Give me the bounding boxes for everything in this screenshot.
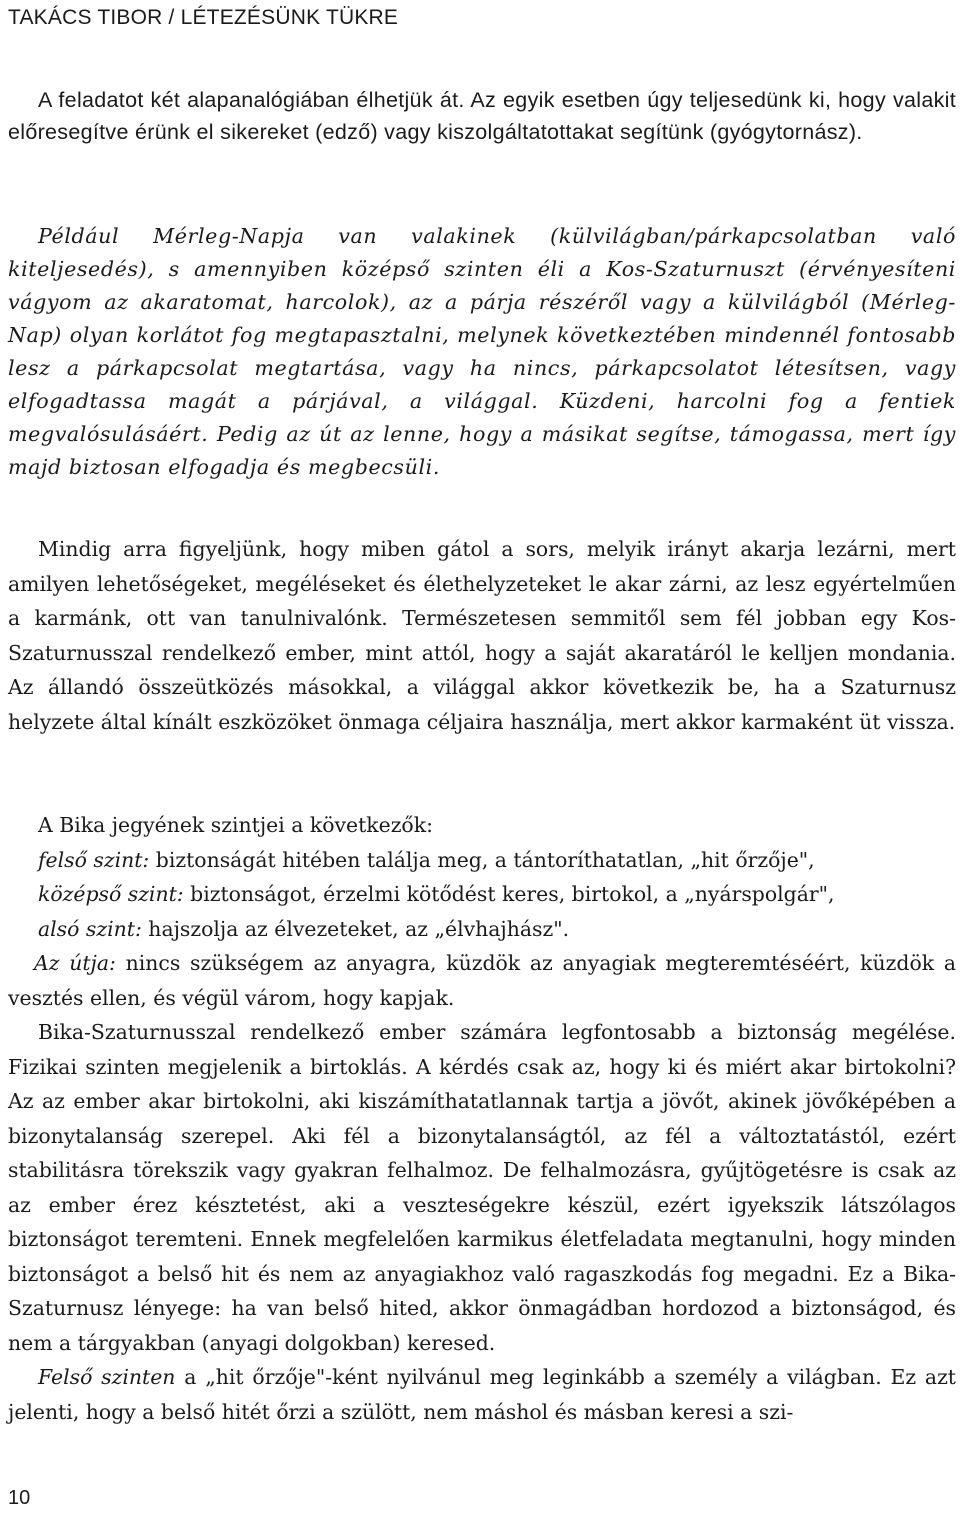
bika-level-upper bbox=[8, 843, 956, 878]
bika-level-upper-text: biztonságát hitében találja meg, a tántoríthatatlan, „hit őrzője", bbox=[149, 847, 815, 872]
paragraph-intro: A feladatot két alapanalógiában élhetjük át. Az egyik esetben úgy teljesedünk ki, hogy valakit előresegítve érünk el sikereket (edző) vagy kiszolgáltatottakat segítünk (gyógytornász). bbox=[8, 88, 956, 144]
bika-level-middle-label: középső szint: bbox=[38, 882, 184, 906]
page-number: 10 bbox=[8, 1487, 31, 1509]
paragraph-karma: Mindig arra figyeljünk, hogy miben gátol a sors, melyik irányt akarja lezárni, mert amilyen lehetőségeket, megéléseket és élethelyzeteket le akar zárni, az lesz egyértelműen a karmánk, ott van tanulnivalónk. Természetesen semmitől sem fél jobban egy Kos-Szaturnusszal rendelkező ember, mint attól, hogy a saját akaratáról le kelljen mondania. Az állandó összeütközés másokkal, a világgal akkor következik be, ha a Szaturnusz helyzete által kínált eszközöket önmaga céljaira használja, mert akkor karmaként üt vissza. bbox=[8, 537, 956, 734]
bika-path bbox=[8, 946, 956, 1015]
bika-closing-label: Felső szinten bbox=[38, 1365, 176, 1389]
bika-path-label: Az útja: bbox=[34, 951, 116, 975]
bika-level-lower-label: alsó szint: bbox=[38, 916, 142, 941]
bika-level-lower-text: hajszolja az élvezeteket, az „élvhajhász". bbox=[141, 916, 570, 941]
bika-section bbox=[8, 808, 956, 1429]
bika-closing-text: a „hit őrzője"-ként nyilvánul meg leginkább a személy a világban. Ez azt jelenti, hogy a belső hitét őrzi a szülött, nem máshol és másban keresi a szi- bbox=[8, 1365, 957, 1424]
bika-closing bbox=[8, 1360, 956, 1429]
bika-path-text: nincs szükségem az anyagra, küzdök az anyagiak megteremtéséért, küzdök a vesztés ellen, és végül várom, hogy kapjak. bbox=[8, 951, 956, 1010]
bika-intro: A Bika jegyének szintjei a következők: bbox=[38, 813, 433, 837]
bika-level-lower bbox=[8, 912, 956, 947]
bika-main-paragraph: Bika-Szaturnusszal rendelkező ember számára legfontosabb a biztonság megélése. Fizikai szinten megjelenik a birtoklás. A kérdés csak az, hogy ki és miért akar birtokolni? Az az ember akar birtokolni, aki kiszámíthatatlannak tartja a jövőt, akinek jövőképében a bizonytalanság szerepel. Aki fél a bizonytalanságtól, az fél a változtatástól, ezért stabilitásra törekszik vagy gyakran felhalmoz. De felhalmozásra, gyűjtögetésre is csak az az ember érez késztetést, aki a veszteségekre készül, ezért igyekszik látszólagos biztonságot teremteni. Ennek megfelelően karmikus életfeladata megtanulni, hogy minden biztonságot a belső hit és nem az anyagiakhoz való ragaszkodás fog megadni. Ez a Bika-Szaturnusz lényege: ha van belső hited, akkor önmagádban hordozod a biztonságod, és nem a tárgyakban (anyagi dolgokban) keresed. bbox=[8, 1020, 956, 1355]
bika-level-middle bbox=[8, 877, 956, 912]
running-head: TAKÁCS TIBOR / LÉTEZÉSÜNK TÜKRE bbox=[8, 6, 399, 29]
paragraph-example: Például Mérleg-Napja van valakinek (külvilágban/párkapcsolatban való kiteljesedés), s amennyiben középső szinten éli a Kos-Szaturnuszt (érvényesíteni vágyom az akaratomat, harcolok), az a párja részéről vagy a külvilágból (Mérleg-Nap) olyan korlátot fog megtapasztalni, melynek következtében mindennél fontosabb lesz a párkapcsolat megtartása, vagy ha nincs, párkapcsolatot létesítsen, vagy elfogadtassa magát a párjával, a világgal. Küzdeni, harcolni fog a fentiek megvalósulásáért. Pedig az út az lenne, hogy a másikat segítse, támogassa, mert így majd biztosan elfogadja és megbecsüli. bbox=[8, 224, 956, 479]
bika-level-upper-label: felső szint: bbox=[38, 847, 150, 872]
bika-level-middle-text: biztonságot, érzelmi kötődést keres, birtokol, a „nyárspolgár", bbox=[183, 882, 835, 906]
